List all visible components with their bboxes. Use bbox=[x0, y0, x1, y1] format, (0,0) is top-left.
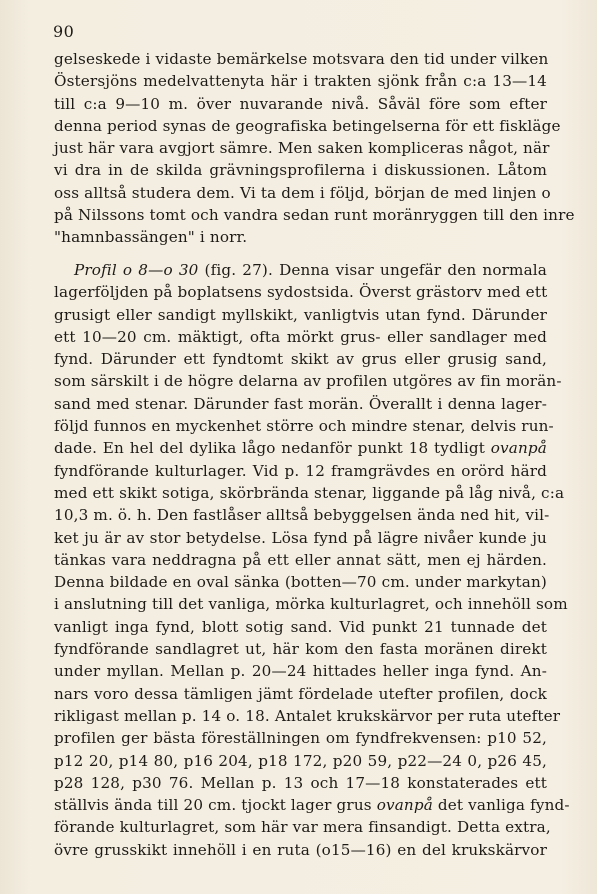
text-line: tänkas vara neddragna på ett eller annat sätt, men ej härden. bbox=[54, 550, 547, 569]
text-line: Denna bildade en oval sänka (botten—70 cm. under markytan) bbox=[54, 573, 547, 592]
text-line: som särskilt i de högre delarna av profilen utgöres av fin morän- bbox=[54, 372, 562, 391]
text-line: just här vara avgjort sämre. Men saken kompliceras något, när bbox=[54, 139, 550, 158]
text-line: under myllan. Mellan p. 20—24 hittades heller inga fynd. An- bbox=[54, 662, 547, 681]
text-line: övre grusskikt innehöll i en ruta (o15—16) en del krukskärvor bbox=[54, 840, 547, 859]
text-line: fynd. Därunder ett fyndtomt skikt av grus eller grusig sand, bbox=[54, 350, 547, 369]
text-line: till c:a 9—10 m. över nuvarande nivå. Såväl före som efter bbox=[54, 94, 547, 113]
text-line: ket ju är av stor betydelse. Lösa fynd på lägre nivåer kunde ju bbox=[54, 528, 547, 547]
text-line: i anslutning till det vanliga, mörka kulturlagret, och innehöll som bbox=[54, 595, 568, 614]
profile-heading: Profil o 8—o 30 bbox=[74, 261, 199, 279]
text-fragment: (fig. 27). Denna visar ungefär den normala bbox=[198, 261, 547, 279]
text-line: fyndförande kulturlager. Vid p. 12 framgrävdes en orörd härd bbox=[54, 461, 547, 480]
text-line: p28 128, p30 76. Mellan p. 13 och 17—18 konstaterades ett bbox=[54, 773, 547, 792]
text-line: gelseskede i vidaste bemärkelse motsvara den tid under vilken bbox=[54, 50, 549, 68]
emphasis: ovanpå bbox=[376, 796, 433, 815]
text-line bbox=[54, 794, 570, 816]
text-line: vanligt inga fynd, blott sotig sand. Vid punkt 21 tunnade det bbox=[54, 617, 547, 636]
text-line: denna period synas de geografiska betingelserna för ett fiskläge bbox=[54, 116, 561, 135]
emphasis: ovanpå bbox=[490, 439, 547, 458]
text-line: ett 10—20 cm. mäktigt, ofta mörkt grus- eller sandlager med bbox=[54, 327, 547, 346]
text-line: "hamnbassängen" i norr. bbox=[54, 228, 248, 247]
text-line: med ett skikt sotiga, skörbrända stenar, liggande på låg nivå, c:a bbox=[54, 483, 565, 502]
text-line: rikligast mellan p. 14 o. 18. Antalet krukskärvor per ruta utefter bbox=[54, 706, 561, 725]
text-line: på Nilssons tomt och vandra sedan runt moränryggen till den inre bbox=[54, 206, 575, 225]
text-line: profilen ger bästa föreställningen om fyndfrekvensen: p10 52, bbox=[54, 729, 547, 748]
text-line: 10,3 m. ö. h. Den fastlåser alltså bebyggelsen ända ned hit, vil- bbox=[54, 506, 550, 525]
text-line: lagerföljden på boplatsens sydostsida. Överst grästorv med ett bbox=[54, 283, 548, 302]
text-line: förande kulturlagret, som här var mera finsandigt. Detta extra, bbox=[54, 818, 551, 837]
text-line: följd funnos en myckenhet större och mindre stenar, delvis run- bbox=[54, 417, 554, 436]
text-line: sand med stenar. Därunder fast morän. Överallt i denna lager- bbox=[54, 394, 547, 413]
text-line: fyndförande sandlagret ut, här kom den fasta moränen direkt bbox=[54, 640, 547, 659]
text-fragment: ställvis ända till 20 cm. tjockt lager grus bbox=[54, 796, 377, 815]
text-line: vi dra in de skilda grävningsprofilerna i diskussionen. Låtom bbox=[54, 161, 547, 180]
text-line: nars voro dessa tämligen jämt fördelade utefter profilen, dock bbox=[54, 684, 547, 703]
paragraph-1 bbox=[54, 48, 575, 249]
page-number: 90 bbox=[53, 22, 75, 41]
paragraph-2 bbox=[54, 259, 570, 861]
text-line bbox=[54, 259, 547, 281]
text-line: oss alltså studera dem. Vi ta dem i följd, början de med linjen o bbox=[54, 183, 551, 202]
text-fragment: det vanliga fynd- bbox=[432, 796, 570, 815]
text-line: p12 20, p14 80, p16 204, p18 172, p20 59, p22—24 0, p26 45, bbox=[54, 751, 547, 770]
text-line bbox=[54, 437, 547, 459]
text-line: Östersjöns medelvattenyta här i trakten sjönk från c:a 13—14 bbox=[54, 72, 547, 91]
text-fragment: dade. En hel del dylika lågo nedanför punkt 18 tydligt bbox=[54, 439, 491, 458]
text-line: grusigt eller sandigt myllskikt, vanligtvis utan fynd. Därunder bbox=[54, 305, 547, 324]
